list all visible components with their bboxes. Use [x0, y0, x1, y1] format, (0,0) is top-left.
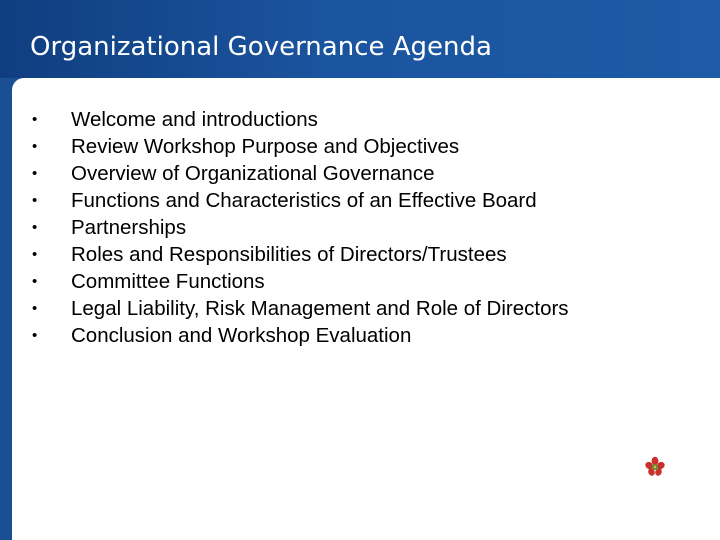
pitcher-plant-flower-icon: [644, 456, 666, 478]
newfoundland-labrador-logo: [583, 456, 703, 526]
agenda-item: [32, 244, 632, 266]
agenda-item-text: Overview of Organizational Governance: [71, 162, 435, 185]
agenda-item-text: Welcome and introductions: [71, 108, 318, 131]
agenda-item-text: Review Workshop Purpose and Objectives: [71, 135, 460, 158]
agenda-item: [32, 190, 632, 212]
slide-title: Organizational Governance Agenda: [30, 32, 492, 62]
agenda-item: [32, 136, 632, 158]
bullet-icon: •: [32, 192, 38, 209]
bullet-icon: •: [32, 111, 38, 128]
agenda-item-text: Legal Liability, Risk Management and Role of Directors: [71, 297, 569, 320]
agenda-list: [32, 109, 632, 352]
agenda-item-text: Conclusion and Workshop Evaluation: [71, 324, 412, 347]
agenda-item: [32, 217, 632, 239]
agenda-item: [32, 109, 632, 131]
bullet-icon: •: [32, 138, 38, 155]
agenda-item-text: Roles and Responsibilities of Directors/Trustees: [71, 243, 507, 266]
agenda-item: [32, 325, 632, 347]
logo-text-newfoundland: Newfoundland: [601, 477, 698, 493]
agenda-item: [32, 163, 632, 185]
bullet-icon: •: [32, 327, 38, 344]
bullet-icon: •: [32, 165, 38, 182]
bullet-icon: •: [32, 273, 38, 290]
header-bar: [0, 0, 720, 78]
agenda-item-text: Partnerships: [71, 216, 187, 239]
bullet-icon: •: [32, 246, 38, 263]
bullet-icon: •: [32, 219, 38, 236]
agenda-item: [32, 298, 632, 320]
agenda-item: [32, 271, 632, 293]
agenda-item-text: Functions and Characteristics of an Effective Board: [71, 189, 537, 212]
logo-text-labrador: Labrador: [618, 493, 679, 509]
agenda-item-text: Committee Functions: [71, 270, 265, 293]
bullet-icon: •: [32, 300, 38, 317]
